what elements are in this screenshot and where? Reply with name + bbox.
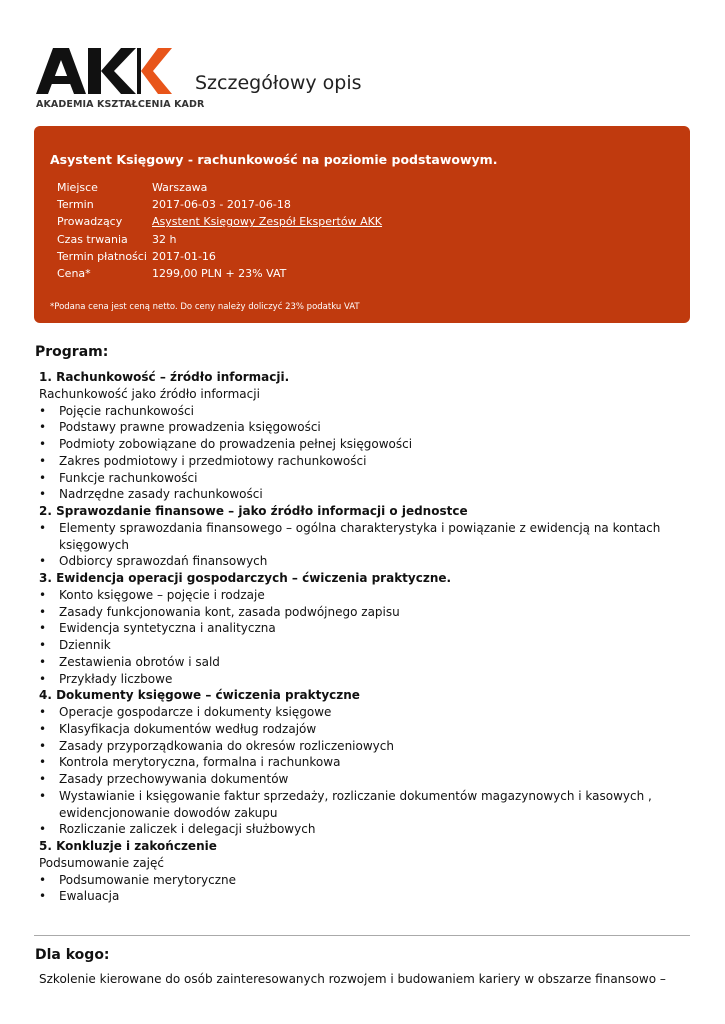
program-subheading: Podsumowanie zajęć [39,855,164,870]
course-details [57,179,382,282]
bullet: • [39,554,47,569]
program-section-heading: 4. Dokumenty księgowe – ćwiczenia praktyczne [39,688,360,703]
list-item: • Kontrola merytoryczna, formalna i rachunkowa [39,755,341,770]
header [36,44,696,116]
list-item: • Dziennik [39,638,111,652]
detail-label: Czas trwania [57,232,128,246]
bullet: • [39,889,47,904]
list-item: • Odbiorcy sprawozdań finansowych [39,554,268,569]
bullet: • [39,487,47,502]
bullet: • [39,621,47,636]
program-list [39,369,689,905]
bullet: • [39,437,47,451]
bullet: • [39,604,47,619]
detail-value: 1299,00 PLN + 23% VAT [152,267,287,281]
bullet: • [39,453,47,468]
detail-label: Prowadzący [57,215,123,229]
detail-value: 2017-01-16 [152,249,216,263]
bullet: • [39,671,47,686]
bullet: • [39,520,47,535]
program-section-heading: 1. Rachunkowość – źródło informacji. [39,370,290,384]
akk-logo[interactable] [36,44,205,114]
list-item: • Przykłady liczbowe [39,671,173,686]
bullet: • [39,772,47,786]
detail-label: Termin [57,198,94,212]
list-item: • Podmioty zobowiązane do prowadzenia pełnej księgowości [39,437,413,451]
list-item: • Funkcje rachunkowości [39,470,198,485]
course-summary-card [34,126,690,323]
trainer-link[interactable]: Asystent Księgowy Zespół Ekspertów AKK [152,215,383,229]
audience-heading: Dla kogo: [35,947,110,963]
detail-row-duration [57,231,382,248]
list-item: • Zasady przyporządkowania do okresów rozliczeniowych [39,738,394,753]
list-item: • Pojęcie rachunkowości [39,403,194,418]
list-item: • Wystawianie i księgowanie faktur sprzedaży, rozliczanie dokumentów magazynowych i kasowych , ewidencjonowanie dowodów zakupu [39,788,652,820]
list-item: • Operacje gospodarcze i dokumenty księgowe [39,705,332,719]
program-section-heading: 2. Sprawozdanie finansowe – jako źródło informacji o jednostce [39,504,468,518]
logo-subtitle: AKADEMIA KSZTAŁCENIA KADR [36,99,205,110]
bullet: • [39,721,47,736]
list-item: • Zestawienia obrotów i sald [39,654,220,669]
bullet: • [39,822,47,837]
bullet: • [39,403,47,418]
list-item: • Nadrzędne zasady rachunkowości [39,487,263,502]
program-section-heading: 5. Konkluzje i zakończenie [39,839,217,853]
bullet: • [39,470,47,485]
bullet: • [39,755,47,770]
list-item: • Ewaluacja [39,889,120,904]
list-item: • Rozliczanie zaliczek i delegacji służbowych [39,822,316,837]
bullet: • [39,705,47,719]
bullet: • [39,788,47,803]
detail-label: Miejsce [57,181,98,194]
bullet: • [39,587,47,602]
list-item: • Ewidencja syntetyczna i analityczna [39,621,276,636]
detail-row-dates [57,196,382,213]
page-title: Szczegółowy opis [195,72,362,94]
list-item: • Zasady funkcjonowania kont, zasada podwójnego zapisu [39,604,400,619]
list-item: • Zasady przechowywania dokumentów [39,772,289,786]
detail-row-location [57,179,382,196]
audience-text: Szkolenie kierowane do osób zainteresowanych rozwojem i budowaniem kariery w obszarze finansowo – [39,972,666,986]
detail-row-trainer [57,213,382,230]
program-section-heading: 3. Ewidencja operacji gospodarczych – ćwiczenia praktyczne. [39,571,452,585]
list-item: • Podstawy prawne prowadzenia księgowości [39,420,321,435]
price-note: *Podana cena jest ceną netto. Do ceny należy doliczyć 23% podatku VAT [50,302,360,312]
detail-value: 2017-06-03 - 2017-06-18 [152,198,291,212]
section-divider [34,935,690,936]
list-item: • Podsumowanie merytoryczne [39,872,237,887]
list-item: • Klasyfikacja dokumentów według rodzajów [39,721,317,736]
bullet: • [39,872,47,887]
list-item: • Konto księgowe – pojęcie i rodzaje [39,587,265,602]
detail-label: Cena* [57,267,91,281]
detail-value: Warszawa [152,181,208,194]
program-heading: Program: [35,344,109,360]
detail-value: 32 h [152,232,177,246]
akk-logo-mark [36,44,176,100]
bullet: • [39,638,47,652]
list-item: • Elementy sprawozdania finansowego – ogólna charakterystyka i powiązanie z ewidencją na kontach księgowych [39,520,661,552]
program-subheading: Rachunkowość jako źródło informacji [39,386,260,401]
list-item: • Zakres podmiotowy i przedmiotowy rachunkowości [39,453,367,468]
course-title: Asystent Księgowy - rachunkowość na poziomie podstawowym. [50,152,498,167]
detail-row-payment-deadline [57,248,382,265]
bullet: • [39,420,47,435]
bullet: • [39,738,47,753]
detail-row-price [57,265,382,282]
detail-label: Termin płatności [57,249,147,263]
bullet: • [39,654,47,669]
